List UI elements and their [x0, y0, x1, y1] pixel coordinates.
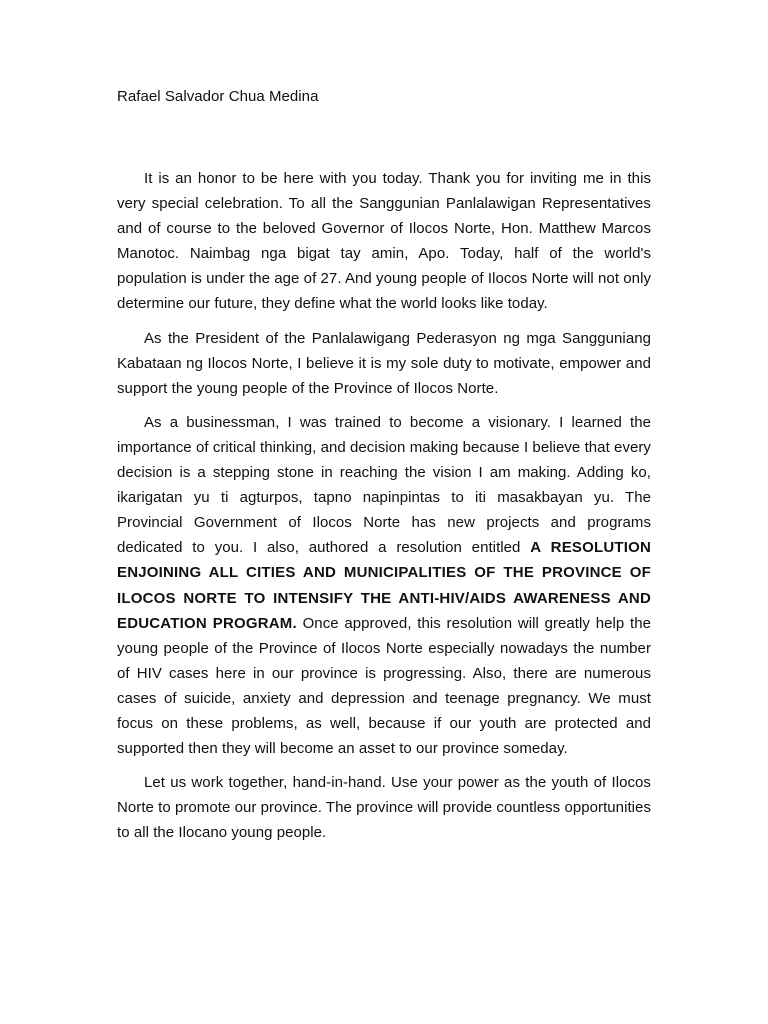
- paragraph-closing: Let us work together, hand-in-hand. Use your power as the youth of Ilocos Norte to promote our province. The province will provide countless opportunities to all the Ilocano young people.: [117, 774, 651, 842]
- paragraph-resolution-lead: As a businessman, I was trained to become a visionary. I learned the importance of critical thinking, and decision making because I believe that every decision is a stepping stone in reaching the vision I am making. Adding ko, ikarigatan yu ti agturpos, tapno napinpintas to iti masakbayan yu. The Provincial Government of Ilocos Norte has new projects and programs dedicated to you. I also, authored a resolution entitled: [117, 413, 651, 557]
- author-name: Rafael Salvador Chua Medina: [117, 88, 319, 105]
- paragraph-president: As the President of the Panlalawigang Pederasyon ng mga Sangguniang Kabataan ng Ilocos Norte, I believe it is my sole duty to motivate, empower and support the young people of the Province of Ilocos Norte.: [117, 329, 651, 397]
- paragraph-resolution-tail: Once approved, this resolution will greatly help the young people of the Province of Ilocos Norte especially nowadays the number of HIV cases here in our province is progressing. Also, there are numerous cases of suicide, anxiety and depression and teenage pregnancy. We must focus on these problems, as well, because if our youth are protected and supported then they will become an asset to our province someday.: [117, 614, 651, 758]
- paragraph-resolution: [117, 410, 651, 761]
- paragraph-intro: It is an honor to be here with you today. Thank you for inviting me in this very special celebration. To all the Sanggunian Panlalawigan Representatives and of course to the beloved Governor of Ilocos Norte, Hon. Matthew Marcos Manotoc. Naimbag nga bigat tay amin, Apo. Today, half of the world's population is under the age of 27. And young people of Ilocos Norte will not only determine our future, they define what the world looks like today.: [117, 170, 651, 313]
- speech-body: [117, 166, 651, 854]
- resolution-title: A RESOLUTION ENJOINING ALL CITIES AND MUNICIPALITIES OF THE PROVINCE OF ILOCOS NORTE TO INTENSIFY THE ANTI-HIV/AIDS AWARENESS AND EDUCATION PROGRAM.: [117, 539, 652, 632]
